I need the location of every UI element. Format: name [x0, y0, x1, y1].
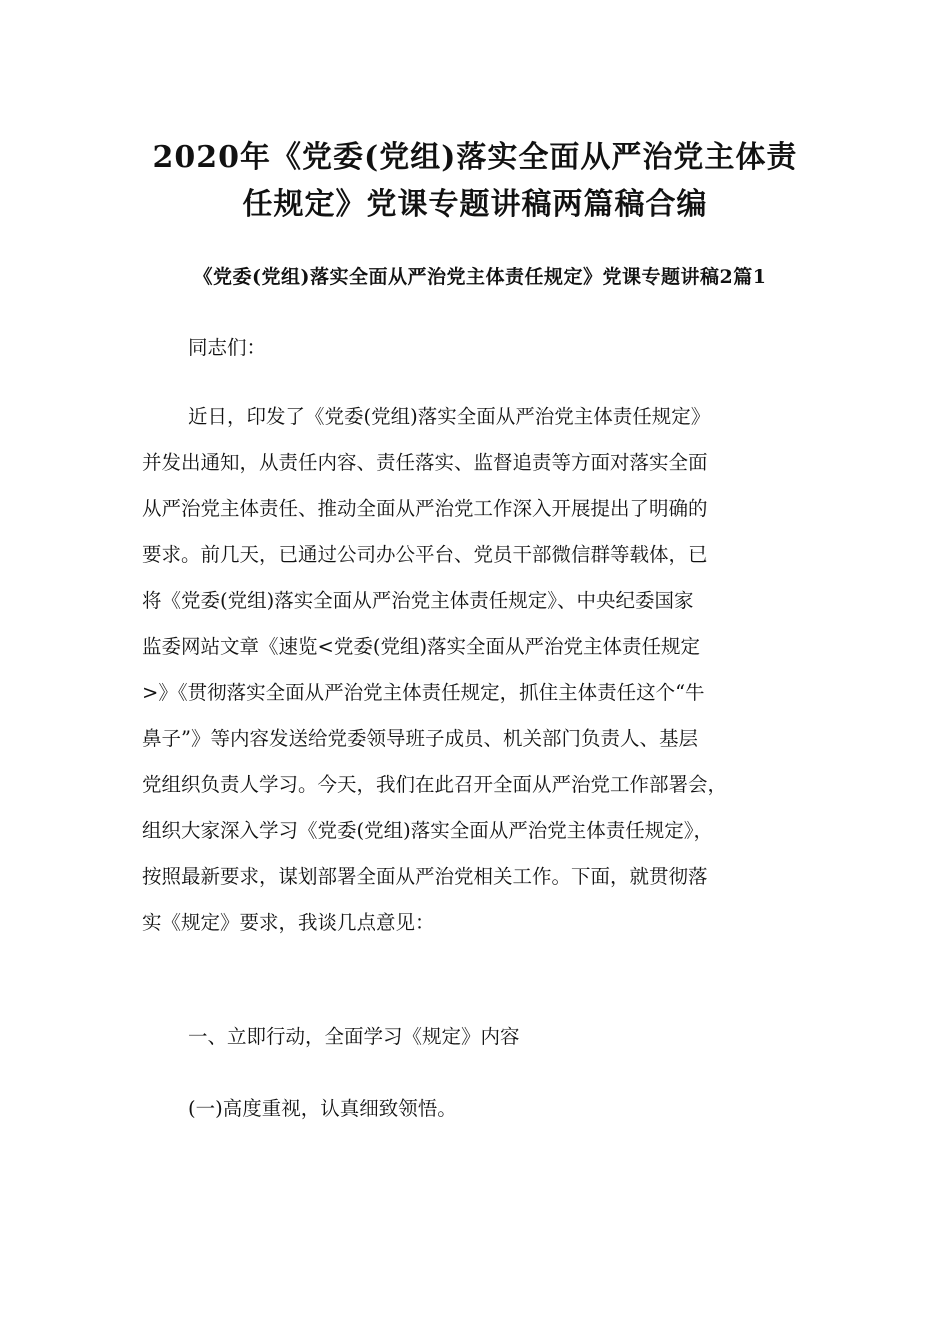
body-line: 监委网站文章《速览<党委(党组)落实全面从严治党主体责任规定: [142, 635, 701, 658]
body-line: 并发出通知，从责任内容、责任落实、监督追责等方面对落实全面: [142, 451, 708, 474]
body-line: 实《规定》要求，我谈几点意见：: [142, 911, 435, 934]
subsection-heading: (一)高度重视，认真细致领悟。: [188, 1097, 457, 1120]
body-line: 从严治党主体责任、推动全面从严治党工作深入开展提出了明确的: [142, 497, 708, 520]
salutation-paragraph: [142, 325, 802, 371]
section-heading: 一、立即行动，全面学习《规定》内容: [188, 1025, 520, 1048]
body-paragraph: [142, 394, 802, 946]
subsection-heading-paragraph: [142, 1086, 802, 1132]
body-line: 鼻子”》等内容发送给党委领导班子成员、机关部门负责人、基层: [142, 727, 698, 750]
body-line: 党组织负责人学习。今天，我们在此召开全面从严治党工作部署会，: [142, 773, 728, 796]
document-title: [120, 134, 830, 228]
title-line-2: 任规定》党课专题讲稿两篇稿合编: [242, 187, 708, 222]
document-subtitle: 《党委(党组)落实全面从严治党主体责任规定》党课专题讲稿2篇1: [193, 266, 767, 288]
body-line: 组织大家深入学习《党委(党组)落实全面从严治党主体责任规定》，: [142, 819, 713, 842]
body-line: 要求。前几天，已通过公司办公平台、党员干部微信群等载体，已: [142, 543, 708, 566]
body-line: 按照最新要求，谋划部署全面从严治党相关工作。下面，就贯彻落: [142, 865, 708, 888]
title-line-1: 2020年《党委(党组)落实全面从严治党主体责: [152, 140, 798, 175]
body-line: 将《党委(党组)落实全面从严治党主体责任规定》、中央纪委国家: [142, 589, 694, 612]
body-line: >》《贯彻落实全面从严治党主体责任规定，抓住主体责任这个“牛: [142, 681, 705, 704]
body-line: 近日，印发了《党委(党组)落实全面从严治党主体责任规定》: [188, 405, 711, 428]
salutation: 同志们：: [188, 336, 267, 359]
section-heading-paragraph: [142, 1014, 802, 1060]
